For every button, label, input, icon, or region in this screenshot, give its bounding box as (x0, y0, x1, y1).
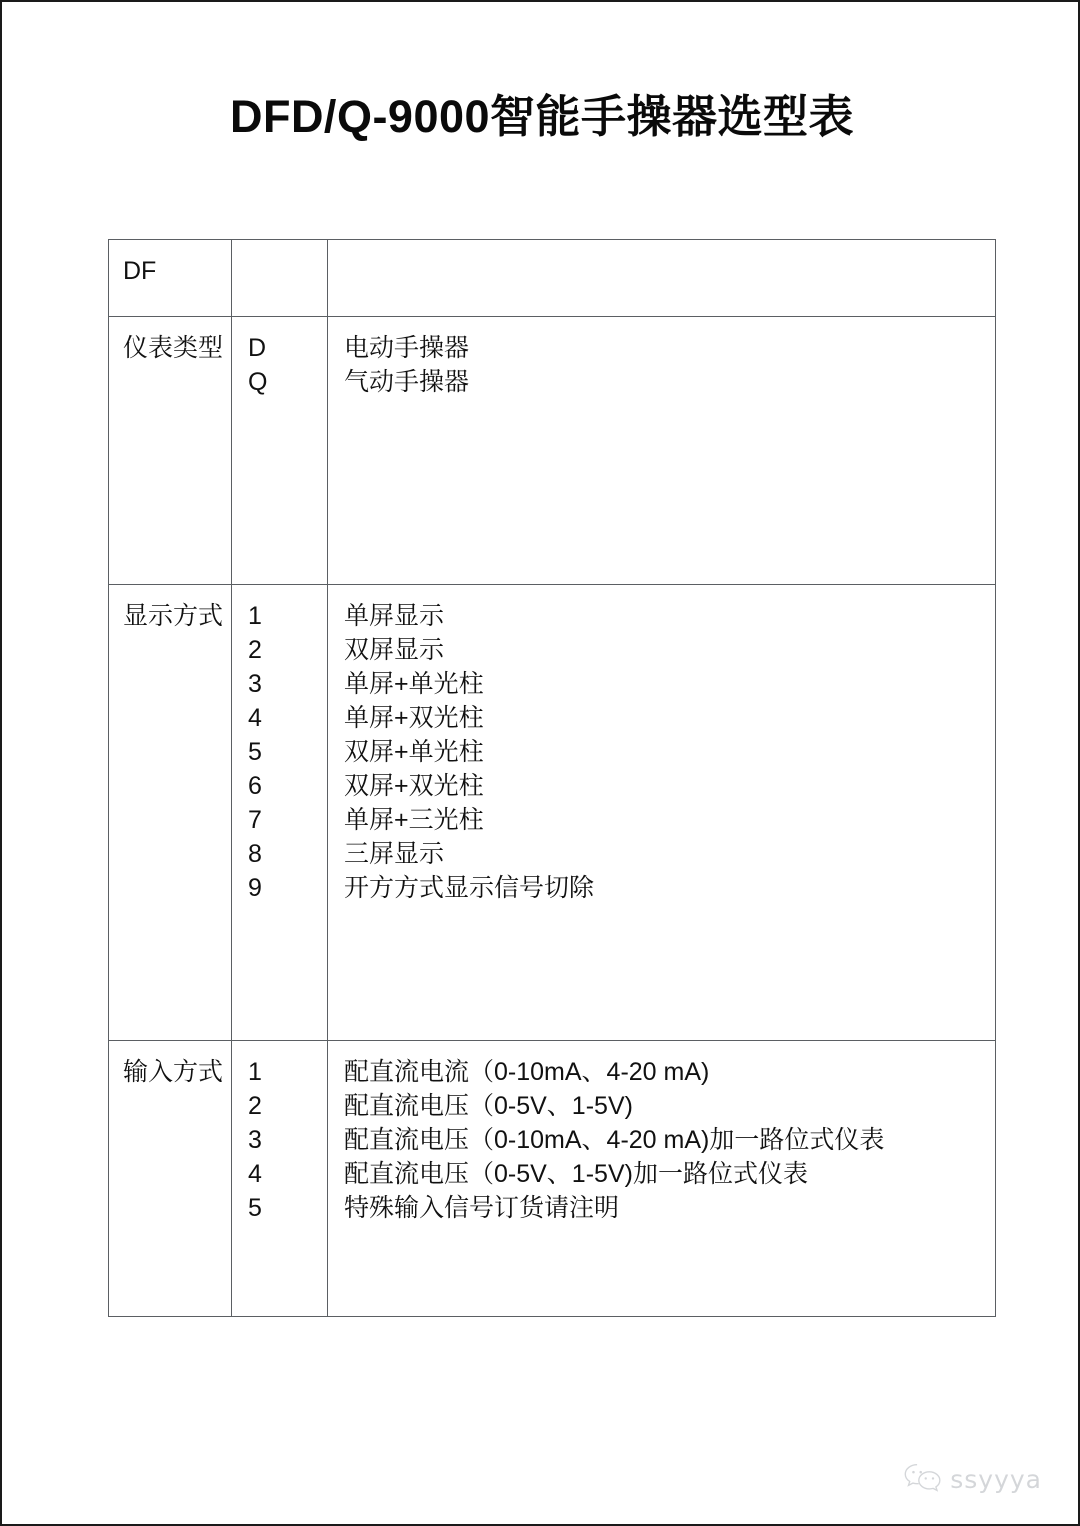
description-item: 气动手操器 (344, 368, 470, 396)
watermark-label: ssyyya (950, 1464, 1042, 1494)
description-item: 开方方式显示信号切除 (344, 874, 595, 902)
description-list (328, 1041, 995, 1237)
code-item: 9 (248, 874, 262, 902)
category-label: DF (123, 257, 157, 285)
table-cell-category (109, 585, 232, 1041)
description-list (328, 317, 995, 411)
page-title: DFD/Q-9000智能手操器选型表 (229, 91, 855, 142)
code-item: D (248, 334, 267, 362)
table-row (109, 585, 996, 1041)
code-item: 7 (248, 806, 262, 834)
code-item: 2 (248, 636, 262, 664)
table-cell-category (109, 240, 232, 317)
description-item: 配直流电压（0-10mA、4-20 mA)加一路位式仪表 (344, 1126, 885, 1154)
category-label: 仪表类型 (123, 334, 224, 362)
code-item: 5 (248, 1194, 262, 1222)
code-item: 1 (248, 602, 262, 630)
code-item: 1 (248, 1058, 262, 1086)
code-list (232, 240, 327, 266)
code-list (232, 317, 327, 411)
description-item: 配直流电压（0-5V、1-5V) (344, 1092, 633, 1120)
table-cell-description (328, 317, 996, 585)
code-list (232, 1041, 327, 1237)
table-cell-category (109, 1041, 232, 1317)
table-row (109, 1041, 996, 1317)
code-item: 8 (248, 840, 262, 868)
description-item: 双屏显示 (344, 636, 445, 664)
description-item: 单屏显示 (344, 602, 445, 630)
description-item: 单屏+单光柱 (344, 670, 484, 698)
wechat-icon (903, 1462, 943, 1496)
table-cell-code (232, 240, 328, 317)
selection-spec-table (108, 239, 996, 1317)
code-item: 3 (248, 1126, 262, 1154)
table-cell-description (328, 240, 996, 317)
description-item: 单屏+三光柱 (344, 806, 484, 834)
table-cell-code (232, 317, 328, 585)
description-list (328, 240, 995, 266)
table-cell-description (328, 1041, 996, 1317)
description-item: 配直流电压（0-5V、1-5V)加一路位式仪表 (344, 1160, 808, 1188)
description-item: 特殊输入信号订货请注明 (344, 1194, 620, 1222)
code-list (232, 585, 327, 917)
code-item: 2 (248, 1092, 262, 1120)
watermark (903, 1462, 1042, 1496)
description-item: 电动手操器 (344, 334, 470, 362)
table-cell-code (232, 1041, 328, 1317)
code-item: 5 (248, 738, 262, 766)
description-item: 双屏+单光柱 (344, 738, 484, 766)
code-item: 6 (248, 772, 262, 800)
category-label: 显示方式 (123, 602, 224, 630)
table-cell-description (328, 585, 996, 1041)
table-row (109, 317, 996, 585)
description-item: 三屏显示 (344, 840, 445, 868)
code-item: 3 (248, 670, 262, 698)
code-item: 4 (248, 1160, 262, 1188)
code-item: 4 (248, 704, 262, 732)
description-item: 单屏+双光柱 (344, 704, 484, 732)
table-row (109, 240, 996, 317)
code-item: Q (248, 368, 268, 396)
category-label: 输入方式 (123, 1058, 224, 1086)
description-item: 配直流电流（0-10mA、4-20 mA) (344, 1058, 710, 1086)
description-list (328, 585, 995, 917)
table-cell-code (232, 585, 328, 1041)
description-item: 双屏+双光柱 (344, 772, 484, 800)
table-cell-category (109, 317, 232, 585)
